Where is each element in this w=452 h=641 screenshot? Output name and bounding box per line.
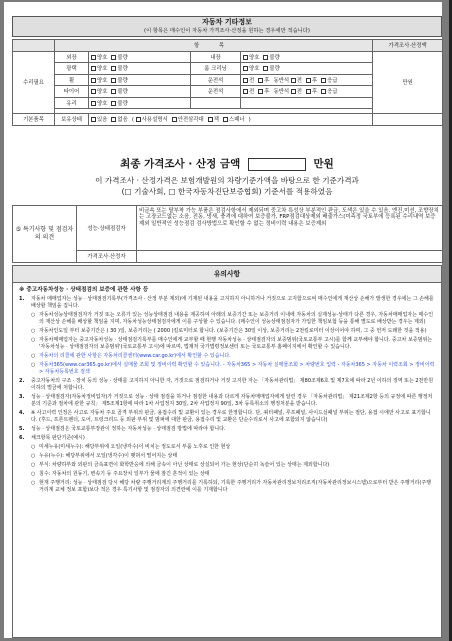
checkbox-icon [258, 78, 263, 83]
checkbox-option[interactable]: 불량 [111, 89, 127, 95]
perf-inspector-label: 성능·상태점검자 [77, 206, 137, 251]
notice-item [19, 328, 435, 335]
checkbox-option[interactable]: 불량 [263, 55, 279, 61]
checkbox-option[interactable]: 양호 [91, 89, 107, 95]
checkbox-icon [111, 117, 116, 122]
checkbox-option[interactable]: 응급 [321, 89, 337, 95]
checkbox-option[interactable]: 후 [306, 78, 317, 84]
checkbox-icon [243, 89, 248, 94]
notice-item [19, 312, 435, 326]
row-name: 타이어 [55, 86, 89, 98]
inspection-table: 항 목 가격조사·산정액 수리필요 외장 양호 불량 내장 양호 불량 만원 광택 양호 불량 룸 크리닝 양호 불량 휠 양호 불량 운전석 전 후 동반석 전 후 응급 타이어 양호 불량 운전석 전 후 동반석 전 후 응급 유리 양호 불량 기본품목 보유상태 있음 없음 ( 사용설명서 안전삼각대 잭 스패너 ) [12, 39, 443, 126]
repair-label: 수리필요 [13, 51, 55, 114]
price-inspector-label: 가격조사·산정자 [77, 251, 137, 263]
repair-price[interactable]: 만원 [373, 51, 443, 114]
checkbox-option[interactable]: 응급 [321, 78, 337, 84]
checkbox-option[interactable]: 불량 [111, 55, 127, 61]
doc-subtitle: (이 항목은 매수인이 자동차 가격조사·산정을 원하는 경우에만 적습니다) [144, 28, 310, 34]
checkbox-option[interactable]: 후 [258, 89, 269, 95]
bullet-icon: ○ [31, 480, 36, 486]
final-price-line: 최종 가격조사 · 산정 금액 만원 [120, 158, 334, 170]
row-name: 광택 [55, 63, 89, 75]
checkbox-icon [243, 66, 248, 71]
checkbox-icon [321, 78, 326, 83]
row-name: 유리 [55, 97, 89, 109]
checkbox-icon [306, 78, 311, 83]
checkbox-icon [91, 66, 96, 71]
price-inspector-input[interactable] [137, 251, 443, 263]
criteria-item [19, 480, 435, 494]
notice-number: 2. [19, 378, 25, 384]
basic-label: 기본품목 [13, 114, 55, 126]
checkbox-icon [91, 89, 96, 94]
bullet-icon: ○ [31, 444, 36, 450]
criteria-item [19, 462, 435, 469]
checkbox-icon [111, 66, 116, 71]
checkbox-icon [91, 101, 96, 106]
checkbox-option[interactable]: 전 [243, 89, 254, 95]
checkbox-icon [136, 117, 141, 122]
notice-section: ※ 중고자동차성능 · 상태점검의 보증에 관한 사항 등 [19, 287, 149, 293]
row-name: 보유상태 [55, 114, 89, 126]
notice-item [19, 337, 435, 351]
checkbox-option[interactable]: 양호 [243, 66, 259, 72]
checkbox-icon [321, 89, 326, 94]
checkbox-icon [243, 78, 248, 83]
notice-number: 6. [19, 435, 25, 441]
checkbox-option[interactable]: 사용설명서 [136, 117, 168, 123]
checkbox-option[interactable]: 전 [291, 89, 302, 95]
criteria-text: 침수: 자동차의 원동기, 변속기 등 주요장치 일부가 물에 잠긴 흔적이 있는 상태 [39, 471, 210, 477]
notice-number: 5. [19, 426, 25, 432]
checkbox-icon [291, 89, 296, 94]
criteria-text: 부식: 차량하부와 외판의 금속표면이 화학반응에 의해 금속이 아닌 상태로 상실되어 가는 현상(단순히 녹슬어 있는 상태는 제외합니다) [39, 462, 330, 468]
bullet-icon: ○ [31, 471, 36, 477]
seat-label: 동반석 [273, 89, 290, 96]
notice-text: 자동차의 리콜에 관한 사항은 자동차리콜센터(www.car.go.kr)에서 확인할 수 있습니다. [39, 353, 231, 359]
checkbox-icon [91, 78, 96, 83]
checkbox-option[interactable]: 전 [243, 78, 254, 84]
row-extra-name: 룸 크리닝 [191, 63, 241, 75]
doc-title: 자동차 기타정보 [202, 18, 252, 26]
row-extra-name: 운전석 [191, 74, 241, 86]
special-notes-table [12, 205, 443, 263]
header-item: 항 목 [55, 40, 373, 52]
notice-item [19, 394, 435, 408]
bullet-icon: ○ [31, 362, 36, 368]
checkbox-option[interactable]: 전 [291, 78, 302, 84]
checkbox-icon [111, 89, 116, 94]
notice-text: 자동차성능상태점검자가 거짓 또는 오류가 있는 성능상태점검 내용을 제공하여 아래의 보증기간 또는 보증거리 이내에 자동차의 실제성능·상태가 다른 경우, 자동차매매업자는 매수인의 재산상 손해를 배상할 책임을 지며, 자동차성능상태점검자에게 이를 구상할 수 있습니다. (매수인이 성능상태점검자가 가입한 책임보험 등을 통해 별도로 배상받는 경우는 제외) [39, 312, 434, 325]
checkbox-option[interactable]: 있음 [91, 117, 107, 123]
checkbox-option[interactable]: 양호 [91, 55, 107, 61]
checkbox-icon [258, 89, 263, 94]
section-title [12, 16, 442, 37]
checkbox-icon [306, 89, 311, 94]
bullet-icon: ○ [31, 312, 36, 318]
checkbox-option[interactable]: 양호 [243, 55, 259, 61]
notice-text: 자동차매매업자는 중고자동차성능 · 상태점검기록부를 매수인에게 교부할 때 현행 자동차성능 · 상태점검자의 보증범위(국토교통부 고시)를 함께 교부해야 합니다. 중고차 보증범위는 '자동차성능 · 상태점검자의 보증범위'(국토교통부 고시)에 따르며, 법제처 국가법령정보센터 또는 국토교통부 홈페이지에서 확인할 수 있습니다. [39, 337, 433, 350]
notice-number: 1. [19, 296, 25, 302]
criteria-item [19, 471, 435, 478]
notice-text: 자동차인도일 부터 보증기간은 ( 30 )일, 보증거리는 ( 2000 )킬로미터로 합니다. (보증기간은 30일 이상, 보증거리는 2천킬로미터 이상이어야 하며, 그 중 먼저 도래한 것을 적용) [39, 328, 427, 334]
checkbox-icon [223, 117, 228, 122]
checkbox-icon [111, 101, 116, 106]
final-price-input[interactable] [248, 158, 306, 171]
checkbox-option[interactable]: 스패너 [223, 117, 245, 123]
notice-text: 자동차 매매업자는 성능 · 상태점검기록부(가격조사 · 산정 부분 제외)에 기재된 내용을 고지하지 아니하거나 거짓으로 고지함으로써 매수인에게 재산상 손해가 발생한 경우에는 그 손해를 배상할 책임을 집니다. [31, 296, 434, 309]
notice-text: 성능 · 상태점검자(자동차정비업자)가 거짓으로 성능 · 상태 점검을 하거나 점검한 내용과 다르게 자동차매매업자에게 알린 경우 「자동차관리법」 제21조제2항 등의 규정에 따른 행정처분의 기준과 절차에 관한 규칙」 제5조제1항에 따라 1차 사업정지 30일, 2차 사업정지 90일, 3차 등록취소의 행정처분을 받습니다. [31, 394, 433, 407]
row-extra-name: 내장 [191, 51, 241, 63]
perf-inspector-note[interactable]: 비금속 또는 탈부착 가능 부품은 점검사항에서 제외되며 중고차 특성상 부분적인 판금, 도색은 있을 수 있음. 엔진,미션, 조향장치는 고장코드없는 소음, 진동, 냉새, 충격에 대하여 보증불가, FRP점검대상제외 배출가스(미측정 국토부에 등록된 수리내역 보증제외 일반적인 성능점검 검사방법으로 확인할 수 없는 정비이력 내용은 보증제외 [137, 206, 443, 251]
checkbox-option[interactable]: 불량 [111, 78, 127, 84]
criteria-text: 누유(누수): 해당부위에서 오일(냉각수)이 맺혀서 떨어지는 상태 [39, 453, 178, 459]
notice-item [19, 353, 435, 360]
bullet-icon: ○ [31, 453, 36, 459]
row-extra-name: 운전석 [191, 86, 241, 98]
notice-item [19, 362, 435, 376]
notice-text: 중고자동차의 구조 · 장치 등의 성능 · 상태를 고지하지 아니한 자, 거짓으로 점검하거나 거짓 고지한 자는 「자동차관리법」 제80조제6호 및 제7호에 따라 2년 이하의 징역 또는 2천만원 이하의 벌금에 처합니다. [31, 378, 434, 391]
notice-text: 체크항목 판단기준(예시) [31, 435, 85, 441]
row-name: 외장 [55, 51, 89, 63]
criteria-item [19, 453, 435, 460]
checkbox-option[interactable]: 후 [258, 78, 269, 84]
notice-text: 자동차365(www.car365.go.kr)에서 실매물 조회 및 정비이력 확인할 수 있습니다. - 자동차365 > 자동차 실매물조회 > 차량번호 입력 - 자동차365 > 자동차 이력조회 > 정비이력 > 자동차등록번호 검색 [39, 362, 435, 375]
row-name: 휠 [55, 74, 89, 86]
checkbox-icon [91, 55, 96, 60]
checkbox-icon [91, 117, 96, 122]
checkbox-option[interactable]: 불량 [263, 66, 279, 72]
notice-number: 4. [19, 410, 25, 416]
final-price-block [12, 152, 442, 202]
checkbox-option[interactable]: 잭 [208, 117, 219, 123]
document-page [4, 2, 442, 638]
price-note-2: (□ 기술사회, □ 한국자동차진단보증협회) 기준서를 적용하였음 [121, 187, 333, 196]
notice-item [19, 435, 435, 442]
special-label: ⑤ 특기사항 및 점검자의 의견 [13, 206, 77, 263]
notice-text: 성능 · 상태점검은 국토교통부장관이 정하는 자동차성능 · 상태점검 방법에 따라야 합니다. [31, 426, 226, 432]
checkbox-option[interactable]: 없음 [111, 117, 127, 123]
notice-text: ※ 사고이력 인정은 사고로 자동차 주요 골격 부위의 판금, 용접수리 및 교환이 있는 경우로 한정합니다. 단, 쿼터패널, 루프패널, 사이드실패널 부위는 절단, 용접 시에만 사고로 표기합니다. (후드, 프론트펜더, 도어, 트렁크리드 등 외판 부위 및 범퍼에 대한 판금, 용접수리 및 교환은 단순수리로서 사고에 포함되지 않습니다) [31, 410, 431, 423]
criteria-item [19, 444, 435, 451]
checkbox-icon [172, 117, 177, 122]
bullet-icon: ○ [31, 462, 36, 468]
bullet-icon: ○ [31, 337, 36, 343]
notice-item [19, 410, 435, 424]
bullet-icon: ○ [31, 353, 36, 359]
notice-number: 3. [19, 394, 25, 400]
price-note-1: 이 가격조사 · 산정가격은 보험개발원의 차량기준가액을 바탕으로 한 기준가격과 [95, 176, 359, 185]
checkbox-icon [111, 55, 116, 60]
checkbox-option[interactable]: 안전삼각대 [172, 117, 204, 123]
checkbox-option[interactable]: 불량 [111, 101, 127, 107]
checkbox-icon [263, 55, 268, 60]
checkbox-option[interactable]: 후 [306, 89, 317, 95]
header-price: 가격조사·산정액 [373, 40, 443, 52]
notice-box [12, 265, 442, 638]
checkbox-icon [243, 55, 248, 60]
checkbox-option[interactable]: 불량 [111, 66, 127, 72]
bullet-icon: ○ [31, 328, 36, 334]
checkbox-option[interactable]: 양호 [91, 78, 107, 84]
seat-label: 동반석 [273, 77, 290, 84]
notice-item [19, 426, 435, 433]
checkbox-icon [111, 78, 116, 83]
checkbox-option[interactable]: 양호 [91, 101, 107, 107]
checkbox-icon [263, 66, 268, 71]
checkbox-icon [291, 78, 296, 83]
notice-head: 유의사항 [13, 266, 441, 283]
checkbox-option[interactable]: 양호 [91, 66, 107, 72]
criteria-text: 미세누유(미세누수): 해당부위에 오일(냉각수)이 비치는 정도로서 부품 노후로 인한 현상 [39, 444, 231, 450]
criteria-text: 현재 주행거리: 성능 · 상태점검 당시 해당 차량 주행거리계의 주행거리를 기록하되, 기록한 주행거리가 자동차관리정보처리조직(자동차관리정보시스템)으로부터 받은 주행거리(주행거리계 교체 정보 포함)보다 적은 경우 특기사항 및 점검자의 의견란에 이를 기재합니다 [39, 480, 431, 493]
notice-item [19, 378, 435, 392]
checkbox-icon [208, 117, 213, 122]
notice-body [13, 283, 441, 498]
notice-item [19, 296, 435, 310]
